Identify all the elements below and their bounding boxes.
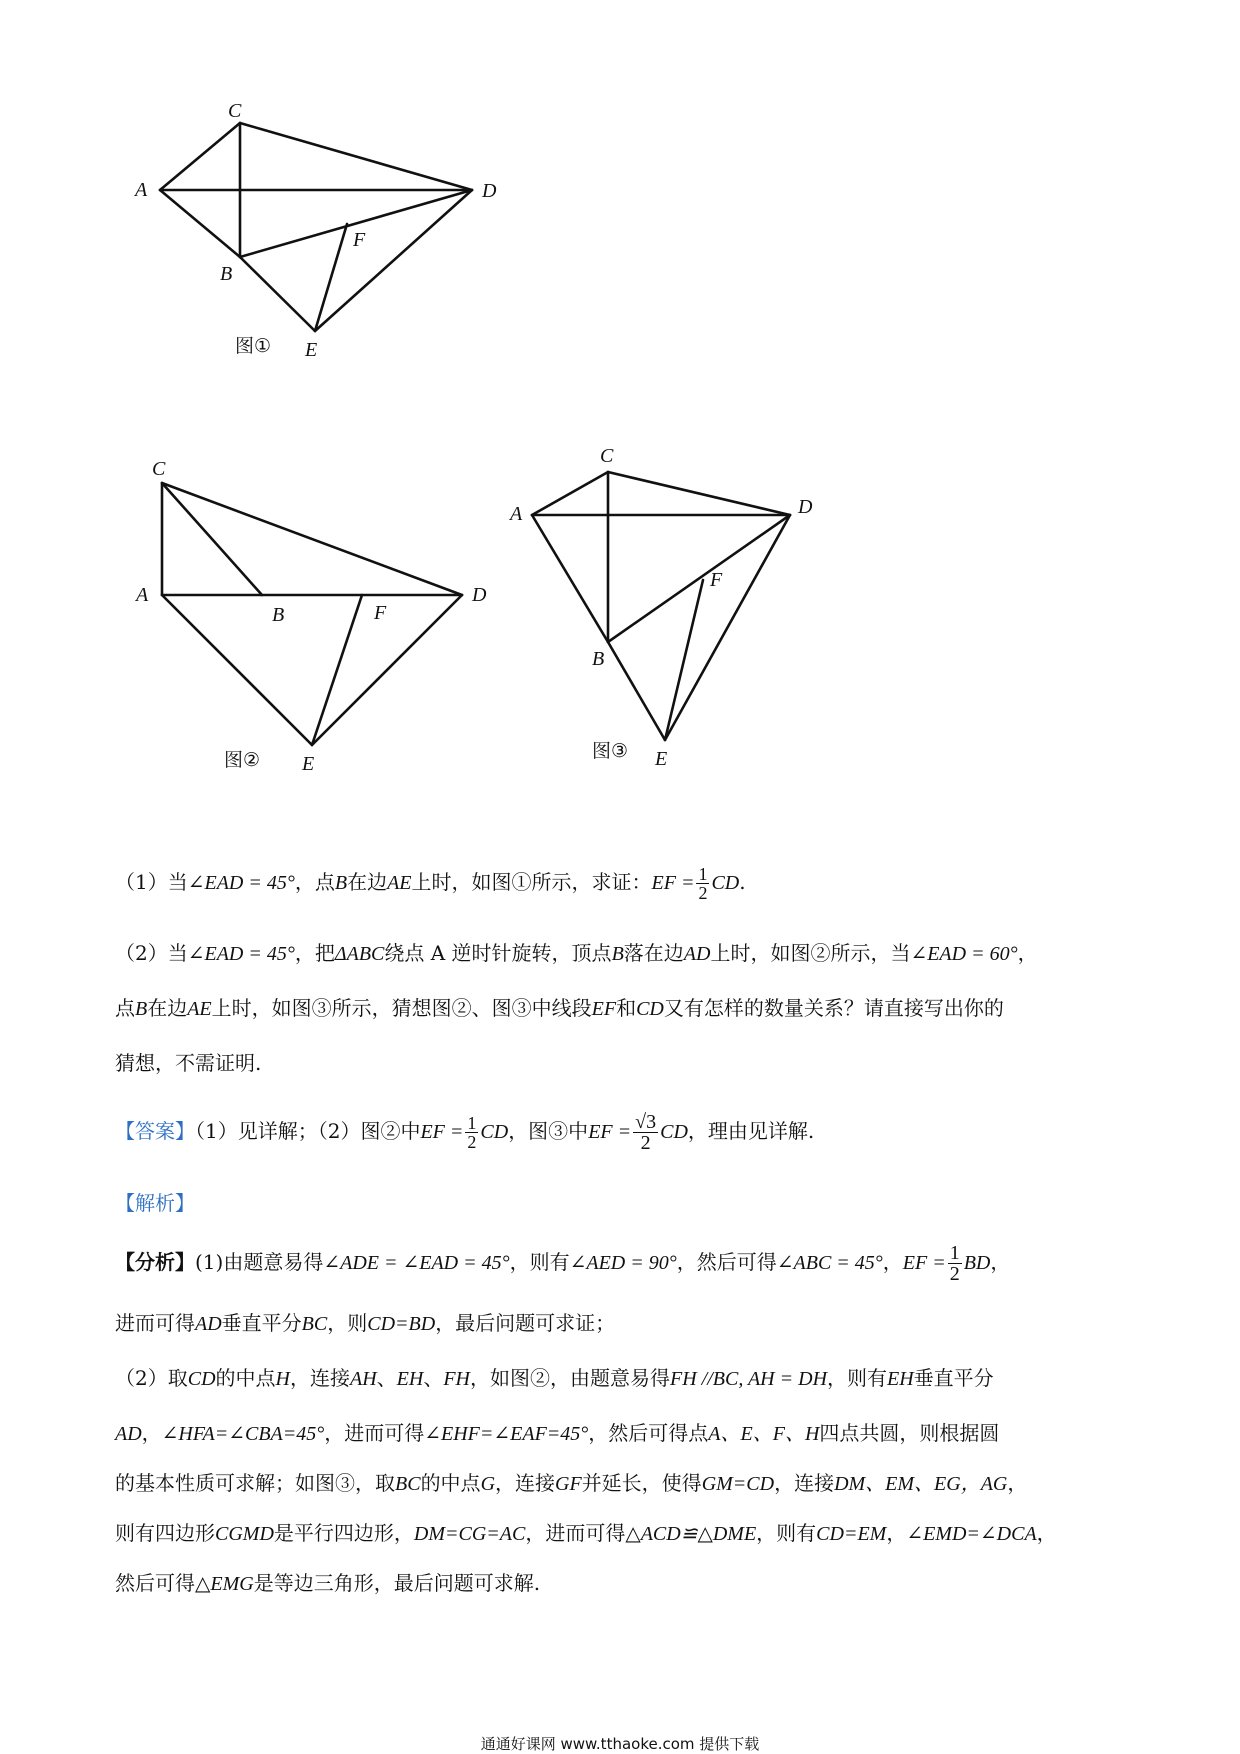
- fraction-half: $\frac{1}{2}$: [949, 1242, 960, 1285]
- fig2-label-e: E: [302, 753, 315, 775]
- fig3-caption: 图③: [592, 740, 629, 762]
- fig2-label-f: F: [374, 602, 387, 624]
- fraction-sqrt3-over-2: $\frac{√3}{2}$: [635, 1111, 657, 1154]
- fig3-label-a: A: [510, 503, 523, 525]
- figure-3: [500, 440, 830, 770]
- question-1: （1）当∠EAD = 45°，点B在边AE上时，如图①所示，求证：EF = $\frac{1}{2}$ CD.: [115, 864, 746, 903]
- fig3-label-d: D: [798, 496, 813, 518]
- fig1-label-a: A: [135, 179, 148, 201]
- fig1-label-b: B: [220, 263, 233, 285]
- analysis-line-1: 【分析】(1)由题意易得∠ADE = ∠EAD = 45°，则有∠AED = 90°，然后可得∠ABC = 45°，EF = $\frac{1}{2}$ BD，: [115, 1242, 1011, 1285]
- fig2-label-b: B: [272, 604, 285, 626]
- fig3-label-e: E: [655, 748, 668, 770]
- analysis-line-5: 的基本性质可求解；如图③，取BC的中点G，连接GF并延长，使得GM=CD，连接DM、EM、EG，AG，: [115, 1471, 1028, 1495]
- analysis-line-2: 进而可得AD垂直平分BC，则CD=BD，最后问题可求证；: [115, 1311, 616, 1335]
- figure-1: [110, 95, 510, 415]
- fig2-label-c: C: [152, 458, 166, 480]
- figure-2: [110, 455, 510, 775]
- analysis-line-6: 则有四边形CGMD是平行四边形，DM=CG=AC，进而可得△ACD≌△DME，则有CD=EM，∠EMD=∠DCA，: [115, 1521, 1057, 1545]
- fig3-label-f: F: [710, 569, 723, 591]
- fig1-label-e: E: [305, 339, 318, 361]
- fig2-label-a: A: [136, 584, 149, 606]
- fig3-label-b: B: [592, 648, 605, 670]
- fig1-label-c: C: [228, 100, 242, 122]
- analysis-line-3: （2）取CD的中点H，连接AH、EH、FH，如图②，由题意易得FH //BC, AH = DH，则有EH垂直平分: [115, 1366, 994, 1390]
- fig3-label-c: C: [600, 445, 614, 467]
- answer-tag: 【答案】: [115, 1119, 195, 1143]
- fig1-label-f: F: [353, 229, 366, 251]
- fraction-half: $\frac{1}{2}$: [698, 864, 708, 903]
- answer: 【答案】（1）见详解；（2）图②中EF = $\frac{1}{2}$ CD，图③中EF = $\frac{√3}{2}$ CD，理由见详解.: [115, 1111, 815, 1154]
- question-2-line-2: 点B在边AE上时，如图③所示，猜想图②、图③中线段EF和CD又有怎样的数量关系？请直接写出你的: [115, 996, 1004, 1020]
- analysis-subtag: 【分析】: [115, 1250, 195, 1274]
- fraction-half: $\frac{1}{2}$: [467, 1113, 477, 1152]
- fig2-label-d: D: [472, 584, 487, 606]
- fig1-label-d: D: [482, 180, 497, 202]
- fig1-caption: 图①: [235, 335, 272, 357]
- analysis-tag: 【解析】: [115, 1191, 195, 1215]
- analysis-line-7: 然后可得△EMG是等边三角形，最后问题可求解.: [115, 1571, 541, 1595]
- analysis-line-4: AD，∠HFA=∠CBA=45°，进而可得∠EHF=∠EAF=45°，然后可得点A、E、F、H四点共圆，则根据圆: [115, 1421, 1000, 1445]
- fig2-caption: 图②: [224, 749, 261, 771]
- question-2-line-3: 猜想，不需证明.: [115, 1051, 262, 1075]
- question-2-line-1: （2）当∠EAD = 45°，把ΔABC绕点 A 逆时针旋转，顶点B落在边AD上时，如图②所示，当∠EAD = 60°，: [115, 941, 1038, 965]
- page-footer: 通通好课网 www.tthaoke.com 提供下载: [480, 1735, 760, 1753]
